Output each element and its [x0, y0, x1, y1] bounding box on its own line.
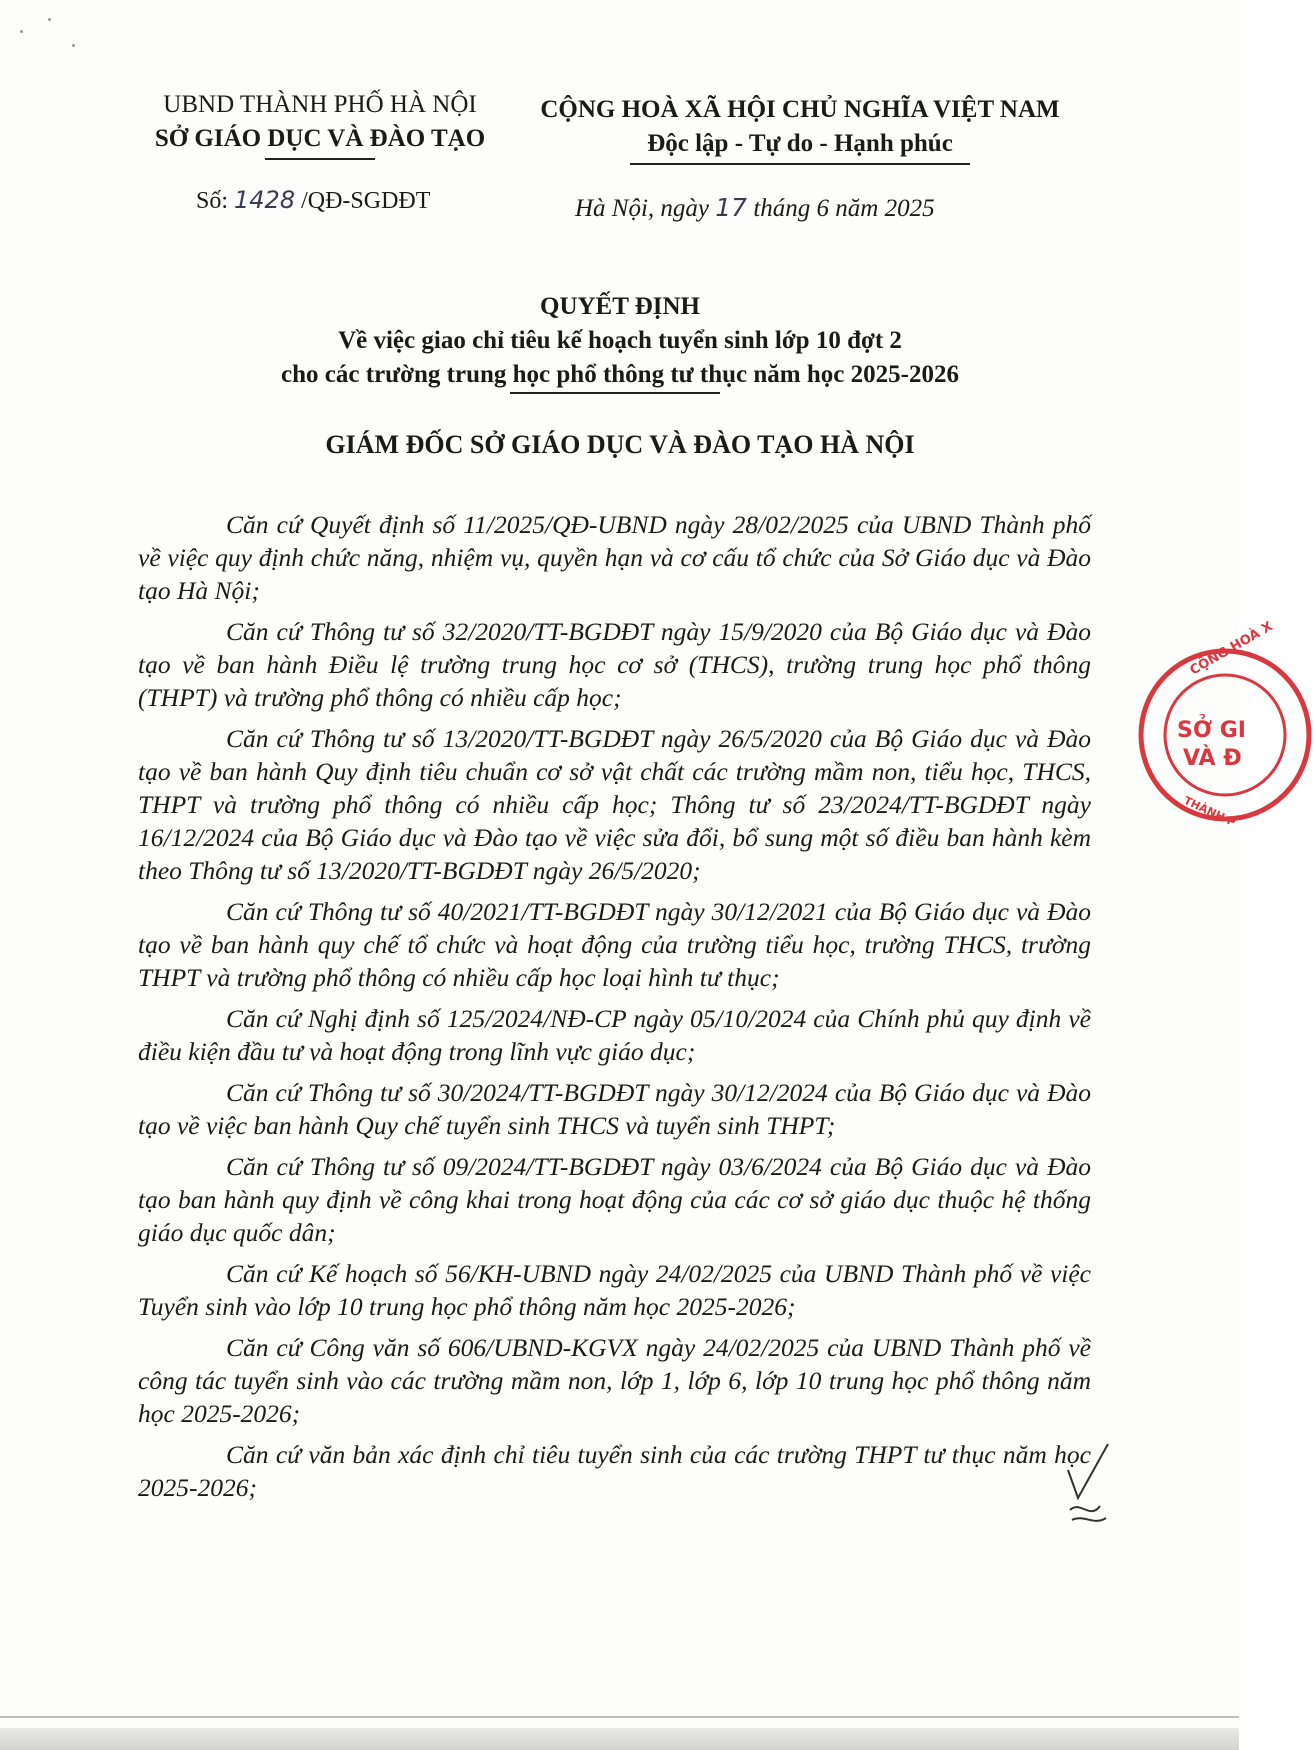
scan-speck	[20, 30, 23, 33]
document-number	[196, 186, 430, 215]
org-line-1: UBND THÀNH PHỐ HÀ NỘI	[163, 91, 477, 118]
seal-text-mid1: SỞ GI	[1177, 718, 1246, 743]
seal-text-top: CỘNG HOÀ X	[1187, 619, 1276, 679]
date-suffix: tháng 6 năm 2025	[747, 195, 935, 222]
doc-number-handwritten: 1428	[234, 186, 296, 214]
official-seal	[1135, 619, 1315, 830]
director-heading: GIÁM ĐỐC SỞ GIÁO DỤC VÀ ĐÀO TẠO HÀ NỘI	[325, 430, 915, 459]
scan-speck	[48, 18, 51, 21]
motto-underline	[630, 163, 970, 165]
legal-bases	[138, 508, 1091, 1512]
legal-basis-paragraph: Căn cứ văn bản xác định chỉ tiêu tuyển sinh của các trường THPT tư thục năm học 2025-2026;	[138, 1440, 1091, 1502]
legal-basis-paragraph: Căn cứ Thông tư số 30/2024/TT-BGDĐT ngày 30/12/2024 của Bộ Giáo dục và Đào tạo về việc ban hành Quy chế tuyển sinh THCS và tuyển sinh THPT;	[138, 1078, 1091, 1140]
title-line-2: Về việc giao chỉ tiêu kế hoạch tuyển sinh lớp 10 đợt 2	[338, 327, 902, 354]
legal-basis-paragraph: Căn cứ Thông tư số 40/2021/TT-BGDĐT ngày 30/12/2021 của Bộ Giáo dục và Đào tạo về ban hành quy chế tổ chức và hoạt động của trường tiểu học, trường THCS, trường THPT và trường phổ thông có nhiều cấp học loại hình tư thục;	[138, 897, 1091, 992]
date-day-handwritten: 17	[715, 193, 748, 222]
doc-number-suffix: /QĐ-SGDĐT	[295, 188, 431, 214]
scan-speck	[72, 44, 75, 47]
seal-text-mid2: VÀ Đ	[1183, 746, 1242, 771]
title-underline	[510, 392, 720, 394]
legal-basis-paragraph: Căn cứ Thông tư số 09/2024/TT-BGDĐT ngày 03/6/2024 của Bộ Giáo dục và Đào tạo ban hành quy định về công khai trong hoạt động của các cơ sở giáo dục thuộc hệ thống giáo dục quốc dân;	[138, 1152, 1091, 1247]
legal-basis-paragraph: Căn cứ Kế hoạch số 56/KH-UBND ngày 24/02/2025 của UBND Thành phố về việc Tuyển sinh vào lớp 10 trung học phổ thông năm học 2025-2026;	[138, 1259, 1091, 1321]
legal-basis-paragraph: Căn cứ Quyết định số 11/2025/QĐ-UBND ngày 28/02/2025 của UBND Thành phố về việc quy định chức năng, nhiệm vụ, quyền hạn và cơ cấu tổ chức của Sở Giáo dục và Đào tạo Hà Nội;	[138, 510, 1091, 605]
title-line-3: cho các trường trung học phổ thông tư thục năm học 2025-2026	[281, 361, 959, 388]
title-line-1: QUYẾT ĐỊNH	[540, 293, 700, 320]
legal-basis-paragraph: Căn cứ Thông tư số 32/2020/TT-BGDĐT ngày 15/9/2020 của Bộ Giáo dục và Đào tạo về ban hành Điều lệ trường trung học cơ sở (THCS), trường trung học phổ thông (THPT) và trường phổ thông có nhiều cấp học;	[138, 617, 1091, 712]
legal-basis-paragraph: Căn cứ Thông tư số 13/2020/TT-BGDĐT ngày 26/5/2020 của Bộ Giáo dục và Đào tạo về ban hành Quy định tiêu chuẩn cơ sở vật chất các trường mầm non, tiểu học, THCS, THPT và trường phổ thông có nhiều cấp học; Thông tư số 23/2024/TT-BGDĐT ngày 16/12/2024 của Bộ Giáo dục và Đào tạo về việc sửa đổi, bổ sung một số điều ban hành kèm theo Thông tư số 13/2020/TT-BGDĐT ngày 26/5/2020;	[138, 724, 1091, 885]
scan-bottom-edge	[0, 1728, 1239, 1750]
legal-basis-paragraph: Căn cứ Công văn số 606/UBND-KGVX ngày 24/02/2025 của UBND Thành phố về công tác tuyển sinh vào các trường mầm non, lớp 1, lớp 6, lớp 10 trung học phổ thông năm học 2025-2026;	[138, 1333, 1091, 1428]
scan-border-line	[0, 1716, 1239, 1718]
issuing-organization	[140, 88, 500, 160]
org-underline	[265, 158, 375, 160]
nation-line-1: CỘNG HOÀ XÃ HỘI CHỦ NGHĨA VIỆT NAM	[540, 96, 1060, 123]
doc-number-prefix: Số:	[196, 188, 235, 214]
initial-mark-icon	[1060, 1440, 1120, 1540]
seal-text-bottom: THÀNH P	[1181, 793, 1238, 830]
document-date	[575, 193, 935, 223]
date-prefix: Hà Nội, ngày	[575, 195, 716, 222]
org-line-2: SỞ GIÁO DỤC VÀ ĐÀO TẠO	[154, 125, 486, 152]
national-motto	[520, 93, 1080, 165]
legal-basis-paragraph: Căn cứ Nghị định số 125/2024/NĐ-CP ngày 05/10/2024 của Chính phủ quy định về điều kiện đầu tư và hoạt động trong lĩnh vực giáo dục;	[138, 1004, 1091, 1066]
nation-line-2: Độc lập - Tự do - Hạnh phúc	[647, 130, 953, 157]
decision-title	[140, 290, 1100, 394]
